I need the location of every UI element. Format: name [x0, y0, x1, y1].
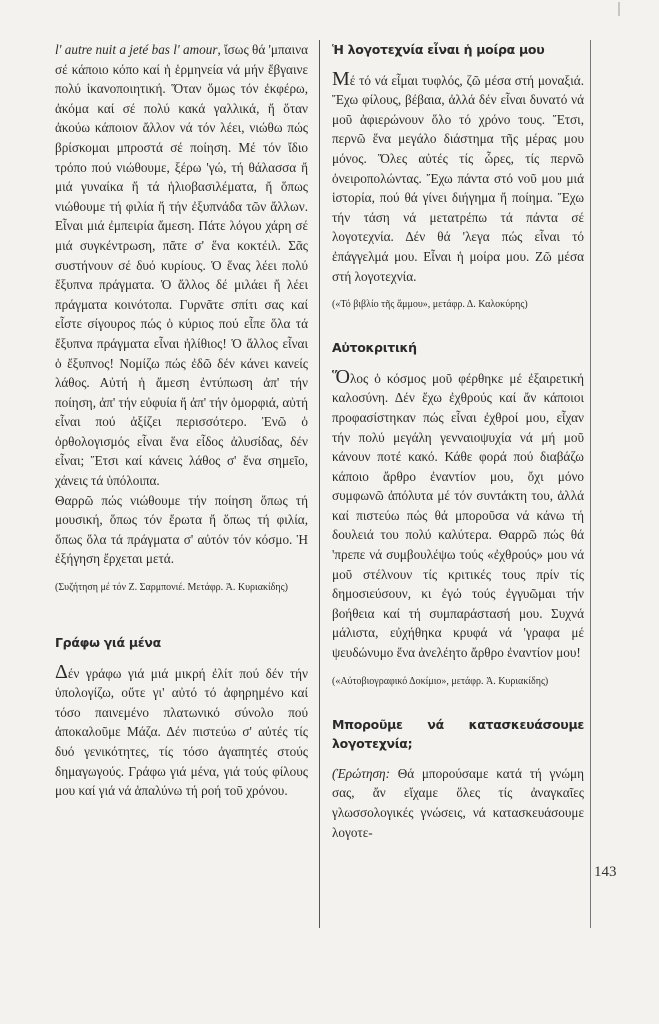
initial-letter: Μ [332, 67, 350, 90]
heading-autokritiki: Αὐτοκριτική [332, 340, 417, 356]
paragraph-left-2: Θαρρῶ πώς νιώθουμε τήν ποίηση ὅπως τή μουσική, ὅπως τόν ἔρωτα ἤ ὅπως τή φιλία, ὅπως ὅλα τά πράγματα σ' αὐτόν τόν κόσμο. Ἡ ἐξήγηση ἔρχεται μετά. [55, 492, 308, 567]
initial-letter: Δ [55, 660, 68, 683]
paragraph-right-1: Μέ τό νά εἶμαι τυφλός, ζῶ μέσα στή μοναξιά. Ἔχω φίλους, βέβαια, ἀλλά δέν εἶναι δυνατό νά μοῦ ἀφιερώνουν ὅλο τό χρόνο τους. Ἔτσι, περνῶ ἕνα μεγάλο διάστημα τῆς μέρας μου μόνος. Ὅλες αὐτές τίς ὧρες, τίς περνῶ ὀνειροπολώντας. Ἔχω πάντα στό νοῦ μου μιά ἱστορία, πού θά γίνει διήγημα ἤ ποίημα. Ἔχω τήν τάση νά μετατρέπω τά πάντα σέ λογοτεχνία. Δέν θά 'λεγα πώς εἶναι τό ἐπάγγελμά μου. Εἶναι ἡ μοίρα μου. Ζῶ μέσα στή λογοτεχνία. [332, 67, 584, 284]
heading-kataskevi-logotechnias: Μποροῦμε νά κατασκευάσουμε λογοτεχνία; [332, 716, 584, 752]
initial-letter: Ὅ [332, 365, 350, 388]
citation-left-1: (Συζήτηση μέ τόν Ζ. Σαρμπονιέ. Μετάφρ. Ἀ. Κυριακίδης) [55, 582, 288, 594]
right-column [332, 40, 584, 842]
scan-mark [618, 2, 620, 16]
page-number: 143 [594, 864, 617, 880]
citation-right-1: («Τό βιβλίο τῆς ἄμμου», μετάφρ. Δ. Καλοκύρης) [332, 299, 528, 311]
margin-rule [590, 40, 591, 928]
heading-grafo-gia-mena: Γράφω γιά μένα [55, 635, 161, 651]
citation-right-2: («Αὐτοβιογραφικό Δοκίμιο», μετάφρ. Ἀ. Κυριακίδης) [332, 675, 549, 687]
paragraph-right-2: Ὅλος ὁ κόσμος μοῦ φέρθηκε μέ ἐξαιρετική καλοσύνη. Δέν ἔχω ἐχθρούς καί ἄν κάποιοι προφασίστηκαν πώς εἶναι ἐχθροί μου, εἶχαν τήν πολύ μεγάλη γενναιοψυχία νά μή μοῦ κάνουν ποτέ κακό. Κάθε φορά πού διαβάζω κάποιο ἄρθρο ἐναντίον μου, ὄχι μόνο συμφωνῶ ἀπόλυτα μέ τόν συντάκτη του, ἀλλά καί πιστεύω πώς θά μποροῦσα νά κάνω τή δουλειά του πολύ καλύτερα. Θαρρῶ πώς θά 'πρεπε νά συμβουλέψω τούς «ἐχθρούς» μου νά μοῦ στέλνουν τίς κριτικές τους πρίν τίς δημοσιεύσουν, κι ἐγώ τούς ἐγγυῶμαι τήν βοήθεια καί τή συμπαράστασή μου. Συχνά μάλιστα, εὐχήθηκα κρυφά νά 'γραφα μέ ψευδώνυμο ἕνα ἀνελέητο ἄρθρο ἐναντίον μου! [332, 365, 584, 661]
paragraph-left-3: Δέν γράφω γιά μιά μικρή ἐλίτ πού δέν τήν ὑπολογίζω, οὔτε γι' αὐτό τό ἀφηρημένο καί τόσο παινεμένο πλατωνικό σύνολο πού ἀποκαλοῦμε Μάζα. Δέν πιστεύω σ' αὐτές τίς δυό γενικότητες, τίς τόσο ἀγαπητές στούς δημαγωγούς. Γράφω γιά μένα, γιά τούς φίλους μου καί γιά νά ἁπαλύνω τή ροή τοῦ χρόνου. [55, 660, 308, 799]
question-label: (Ἐρώτηση: [332, 765, 390, 781]
left-column [55, 40, 308, 801]
column-divider [319, 40, 320, 928]
paragraph-right-3: (Ἐρώτηση: Θά μπορούσαμε κατά τή γνώμη σας, ἄν εἴχαμε ὅλες τίς ἀναγκαῖες γλωσσολογικές γνώσεις, νά κατασκευάσουμε λογοτε- [332, 765, 584, 840]
heading-logotechnia-moira: Ἡ λογοτεχνία εἶναι ἡ μοίρα μου [332, 42, 545, 57]
paragraph-left-1: l' autre nuit a jeté bas l' amour, ἴσως θά 'μπαινα σέ κάποιο κόπο καί ἡ ἑρμηνεία νά μήν ἔβγαινε πολύ ἱκανοποιητική. Ὅταν ὅμως τόν ἐκφέρω, ἀκόμα καί σέ πολύ κακά γαλλικά, ἤ ὅταν ἀκούω κάποιον ἄλλον νά τόν λέει, νιώθω πώς βρίσκομαι μπροστά σέ ποίηση. Μέ τόν ἴδιο τρόπο πού νιώθουμε, ξέρω 'γώ, τή θάλασσα ἤ μιά γυναίκα ἤ τά ἡλιοβασιλέματα, ἤ ὅπως νιώθουμε τή φιλία ἤ τήν ἐξυπνάδα τῶν ἄλλων. Εἶναι μιά ἐμπειρία ἄμεση. Πάτε λόγου χάρη σέ μιά συγκέντρωση, πᾶτε σ' ἕνα κοκτέιλ. Σᾶς συστήνουν σέ δυό κυρίους. Ὁ ἕνας λέει πολύ ἔξυπνα πράγματα. Ὁ ἄλλος δέ μιλάει ἤ λέει πράγματα κοινότοπα. Γυρνᾶτε σπίτι σας καί εἶστε σίγουρος πώς ὁ κύριος πού εἶπε ὅλα τά ἔξυπνα πράγματα εἶναι ἠλίθιος! Ὁ ἄλλος εἶναι ὁ ἔξυπνος! Νομίζω πώς ἐδῶ δέν κάνει κανείς λάθος. Αὐτή ἡ ἄμεση ἐντύπωση ἀπ' τήν ποίηση, ἀπ' τήν εὐφυία ἤ ἀπ' τήν ὁμορφιά, αὐτή εἶναι πού ἀξίζει περισσότερο. Ἐνῶ ὁ ὀρθολογισμός εἶναι ἕνα εἶδος ἀλυσίδας, δέν εἶναι; Ἔτσι καί κάνεις λάθος σ' ἕνα σημεῖο, χάνεις τά ὑπόλοιπα. [55, 42, 308, 489]
